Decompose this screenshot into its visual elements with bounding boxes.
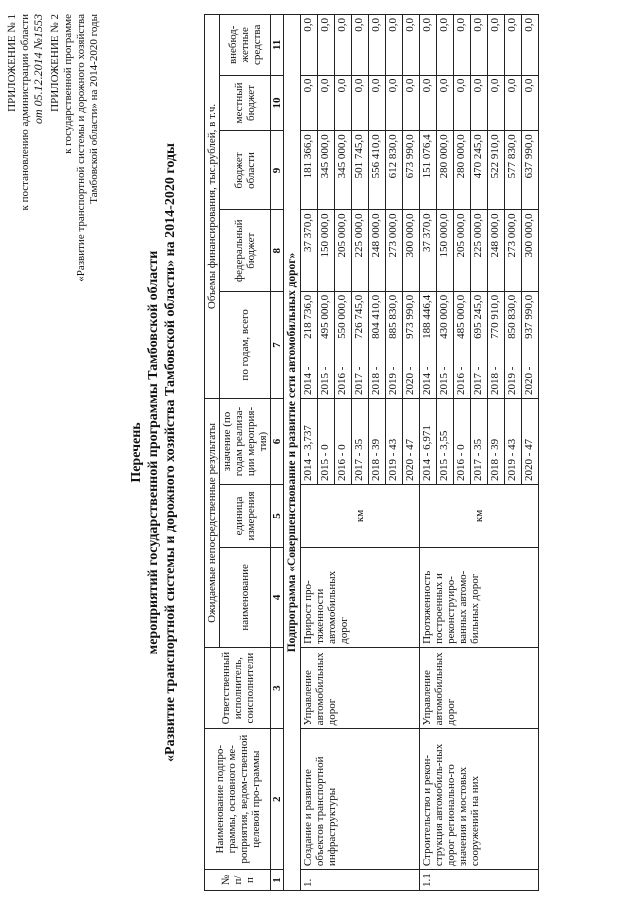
title-line-3: «Развитие транспортной системы и дорожного хозяйства Тамбовской области» на 2014-2020 годы: [163, 143, 178, 762]
year-label: 2018 -: [489, 366, 501, 395]
total-amount: 495 000,0: [319, 294, 331, 339]
funding-total: [488, 291, 505, 398]
item-name: Строительство и рекон-струкция автомобиль-ных дорог регионально-го значения и мостовых сооружений на них: [420, 729, 539, 870]
local-amount: 0,0: [369, 75, 386, 131]
extra-amount: 0,0: [369, 15, 386, 76]
federal-amount: 300 000,0: [522, 210, 539, 291]
year-label: 2019 -: [506, 366, 518, 395]
column-number-row: [271, 15, 284, 891]
total-amount: 850 830,0: [506, 294, 518, 339]
header-name: Наименование подпро-граммы, основного ме-роприятия, ведом-ственной целевой про-граммы: [205, 729, 271, 870]
regional-amount: 637 990,0: [522, 131, 539, 210]
item-number: 1.1: [420, 870, 539, 891]
document-title: [128, 0, 179, 905]
appendix-line-5: к государственной программе: [62, 14, 74, 154]
federal-amount: 205 000,0: [335, 210, 352, 291]
funding-total: [454, 291, 471, 398]
funding-total: [301, 291, 318, 398]
subprogram-row: [284, 15, 301, 891]
year-label: 2018 -: [370, 366, 382, 395]
year-label: 2020 -: [523, 366, 535, 395]
appendix-line-4: ПРИЛОЖЕНИЕ № 2: [49, 14, 61, 112]
col-number: 5: [271, 485, 284, 548]
col-number: 9: [271, 131, 284, 210]
total-amount: 770 910,0: [489, 294, 501, 339]
total-amount: 430 000,0: [438, 294, 450, 339]
federal-amount: 150 000,0: [318, 210, 335, 291]
header-row-1: [205, 15, 220, 891]
federal-amount: 37 370,0: [420, 210, 437, 291]
header-unit: единица измерения: [220, 485, 271, 548]
funding-total: [403, 291, 420, 398]
federal-amount: 248 000,0: [488, 210, 505, 291]
regional-amount: 501 745,0: [352, 131, 369, 210]
total-amount: 885 830,0: [387, 294, 399, 339]
regional-amount: 522 910,0: [488, 131, 505, 210]
federal-amount: 273 000,0: [505, 210, 522, 291]
total-amount: 937 990,0: [523, 294, 535, 339]
item-unit: км: [301, 485, 420, 548]
regional-amount: 556 410,0: [369, 131, 386, 210]
appendix-line-1: ПРИЛОЖЕНИЕ № 1: [6, 14, 18, 112]
appendix-line-2: к постановлению администрации области: [19, 14, 31, 211]
year-label: 2016 -: [455, 366, 467, 395]
measures-table: [204, 14, 539, 891]
result-value: 2016 - 0: [454, 398, 471, 484]
year-label: 2020 -: [404, 366, 416, 395]
header-extra: внебюд-жетные средства: [220, 15, 271, 76]
total-amount: 188 446,4: [421, 294, 433, 339]
regional-amount: 577 830,0: [505, 131, 522, 210]
federal-amount: 205 000,0: [454, 210, 471, 291]
item-unit: км: [420, 485, 539, 548]
appendix-line-7: Тамбовской области» на 2014-2020 годы: [88, 14, 100, 204]
federal-amount: 300 000,0: [403, 210, 420, 291]
extra-amount: 0,0: [301, 15, 318, 76]
item-name: Создание и развитие объектов транспортной инфраструктуры: [301, 729, 420, 870]
local-amount: 0,0: [471, 75, 488, 131]
appendix-line-6: «Развитие транспортной системы и дорожного хозяйства: [75, 14, 87, 282]
header-results-group: Ожидаемые непосредственные результаты: [205, 398, 220, 647]
extra-amount: 0,0: [352, 15, 369, 76]
local-amount: 0,0: [301, 75, 318, 131]
col-number: 3: [271, 647, 284, 728]
col-number: 1: [271, 870, 284, 891]
federal-amount: 248 000,0: [369, 210, 386, 291]
year-label: 2015 -: [438, 366, 450, 395]
federal-amount: 37 370,0: [301, 210, 318, 291]
regional-amount: 345 000,0: [318, 131, 335, 210]
header-result-name: наименование: [220, 547, 271, 647]
year-label: 2014 -: [421, 366, 433, 395]
result-value: 2015 - 0: [318, 398, 335, 484]
result-value: 2018 - 39: [369, 398, 386, 484]
result-value: 2017 - 35: [471, 398, 488, 484]
regional-amount: 673 990,0: [403, 131, 420, 210]
subprogram-title: Подпрограмма «Совершенствование и развитие сети автомобильных дорог»: [284, 15, 301, 891]
extra-amount: 0,0: [454, 15, 471, 76]
decree-number: от 05.12.2014 №1553: [31, 14, 45, 124]
header-funding-group: Объемы финансирования, тыс.рублей, в т.ч.: [205, 15, 220, 399]
funding-total: [352, 291, 369, 398]
local-amount: 0,0: [420, 75, 437, 131]
result-value: 2018 - 39: [488, 398, 505, 484]
result-value: 2019 - 43: [505, 398, 522, 484]
header-total: по годам, всего: [220, 291, 271, 398]
extra-amount: 0,0: [488, 15, 505, 76]
regional-amount: 181 366,0: [301, 131, 318, 210]
col-number: 6: [271, 398, 284, 484]
extra-amount: 0,0: [335, 15, 352, 76]
local-amount: 0,0: [352, 75, 369, 131]
federal-amount: 273 000,0: [386, 210, 403, 291]
extra-amount: 0,0: [505, 15, 522, 76]
federal-amount: 225 000,0: [352, 210, 369, 291]
header-executor: Ответственный исполнитель, соисполнители: [205, 647, 271, 728]
funding-total: [318, 291, 335, 398]
local-amount: 0,0: [488, 75, 505, 131]
result-value: 2014 - 6,971: [420, 398, 437, 484]
header-regional: бюджет области: [220, 131, 271, 210]
item-result: Прирост про-тяженности автомобильных дорог: [301, 547, 420, 647]
local-amount: 0,0: [386, 75, 403, 131]
col-number: 10: [271, 75, 284, 131]
extra-amount: 0,0: [471, 15, 488, 76]
result-value: 2017 - 35: [352, 398, 369, 484]
federal-amount: 150 000,0: [437, 210, 454, 291]
appendix-block: [6, 14, 101, 282]
extra-amount: 0,0: [403, 15, 420, 76]
col-number: 8: [271, 210, 284, 291]
total-amount: 485 000,0: [455, 294, 467, 339]
title-line-2: мероприятий государственной программы Тамбовской области: [146, 250, 161, 655]
funding-total: [386, 291, 403, 398]
funding-total: [369, 291, 386, 398]
local-amount: 0,0: [403, 75, 420, 131]
result-value: 2014 - 3,737: [301, 398, 318, 484]
local-amount: 0,0: [505, 75, 522, 131]
year-label: 2015 -: [319, 366, 331, 395]
header-value: значение (по годам реализа-ции мероприя-тия): [220, 398, 271, 484]
year-label: 2019 -: [387, 366, 399, 395]
year-label: 2017 -: [353, 366, 365, 395]
extra-amount: 0,0: [522, 15, 539, 76]
funding-total: [522, 291, 539, 398]
header-local: местный бюджет: [220, 75, 271, 131]
item-result: Протяженность построенных и реконструиро-ванных автомо-бильных дорог: [420, 547, 539, 647]
funding-total: [471, 291, 488, 398]
funding-total: [437, 291, 454, 398]
year-label: 2017 -: [472, 366, 484, 395]
extra-amount: 0,0: [318, 15, 335, 76]
year-label: 2014 -: [302, 366, 314, 395]
funding-total: [335, 291, 352, 398]
col-number: 11: [271, 15, 284, 76]
regional-amount: 280 000,0: [454, 131, 471, 210]
result-value: 2020 - 47: [522, 398, 539, 484]
item-executor: Управление автомобильных дорог: [420, 647, 539, 728]
regional-amount: 151 076,4: [420, 131, 437, 210]
col-number: 4: [271, 547, 284, 647]
extra-amount: 0,0: [420, 15, 437, 76]
regional-amount: 612 830,0: [386, 131, 403, 210]
local-amount: 0,0: [318, 75, 335, 131]
local-amount: 0,0: [437, 75, 454, 131]
col-number: 2: [271, 729, 284, 870]
funding-total: [505, 291, 522, 398]
total-amount: 695 245,0: [472, 294, 484, 339]
table-row: [301, 15, 318, 891]
total-amount: 726 745,0: [353, 294, 365, 339]
col-number: 7: [271, 291, 284, 398]
header-num: № п/п: [205, 870, 271, 891]
table-row: [420, 15, 437, 891]
extra-amount: 0,0: [437, 15, 454, 76]
local-amount: 0,0: [454, 75, 471, 131]
extra-amount: 0,0: [386, 15, 403, 76]
regional-amount: 470 245,0: [471, 131, 488, 210]
result-value: 2016 - 0: [335, 398, 352, 484]
item-executor: Управление автомобильных дорог: [301, 647, 420, 728]
result-value: 2020 - 47: [403, 398, 420, 484]
local-amount: 0,0: [335, 75, 352, 131]
regional-amount: 280 000,0: [437, 131, 454, 210]
header-federal: федеральный бюджет: [220, 210, 271, 291]
total-amount: 804 410,0: [370, 294, 382, 339]
total-amount: 550 000,0: [336, 294, 348, 339]
year-label: 2016 -: [336, 366, 348, 395]
funding-total: [420, 291, 437, 398]
title-line-1: Перечень: [129, 422, 144, 483]
result-value: 2019 - 43: [386, 398, 403, 484]
regional-amount: 345 000,0: [335, 131, 352, 210]
total-amount: 973 990,0: [404, 294, 416, 339]
federal-amount: 225 000,0: [471, 210, 488, 291]
item-number: 1.: [301, 870, 420, 891]
local-amount: 0,0: [522, 75, 539, 131]
total-amount: 218 736,0: [302, 294, 314, 339]
result-value: 2015 - 3,55: [437, 398, 454, 484]
